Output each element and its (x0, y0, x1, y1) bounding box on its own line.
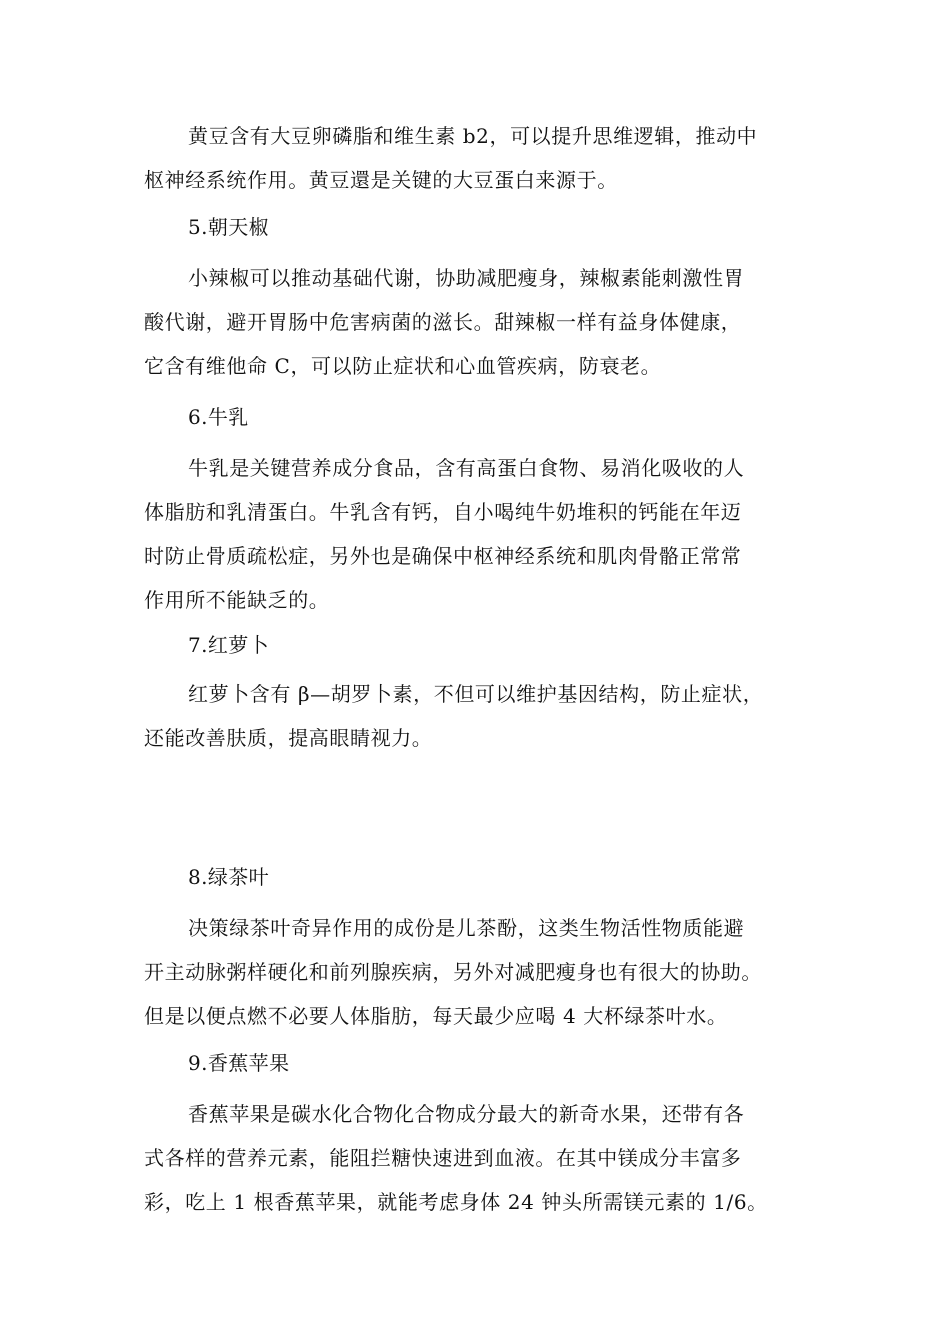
paragraph-line: 体脂肪和乳清蛋白。牛乳含有钙，自小喝纯牛奶堆积的钙能在年迈 (144, 500, 742, 524)
paragraph-line: 作用所不能缺乏的。 (144, 588, 330, 612)
paragraph-chili (144, 256, 844, 388)
paragraph-carrot (144, 672, 844, 760)
paragraph-line: 枢神经系统作用。黄豆還是关键的大豆蛋白来源于。 (144, 168, 618, 192)
section-heading: 8.绿茶叶 (188, 865, 270, 889)
section-heading: 6.牛乳 (188, 405, 249, 429)
paragraph-line: 时防止骨质疏松症，另外也是确保中枢神经系统和肌肉骨骼正常常 (144, 544, 742, 568)
paragraph-line: 小辣椒可以推动基础代谢，协助减肥瘦身，辣椒素能刺激性胃 (188, 266, 745, 290)
paragraph-line: 红萝卜含有 β—胡罗卜素，不但可以维护基因结构，防止症状， (188, 682, 764, 706)
paragraph-line: 黄豆含有大豆卵磷脂和维生素 b2，可以提升思维逻辑，推动中 (188, 124, 758, 148)
paragraph-soybean (144, 114, 844, 202)
paragraph-line: 但是以便点燃不必要人体脂肪，每天最少应喝 4 大杯绿茶叶水。 (144, 1004, 728, 1028)
paragraph-line: 它含有维他命 C，可以防止症状和心血管疾病，防衰老。 (144, 354, 662, 378)
section-heading: 7.红萝卜 (188, 633, 270, 657)
paragraph-line: 牛乳是关键营养成分食品，含有高蛋白食物、易消化吸收的人 (188, 456, 745, 480)
paragraph-line: 香蕉苹果是碳水化合物化合物成分最大的新奇水果，还带有各 (188, 1102, 745, 1126)
paragraph-line: 还能改善肤质，提高眼睛视力。 (144, 726, 433, 750)
section-heading: 9.香蕉苹果 (188, 1051, 290, 1075)
paragraph-line: 彩，吃上 1 根香蕉苹果，就能考虑身体 24 钟头所需镁元素的 1/6。 (144, 1190, 768, 1214)
paragraph-milk (144, 446, 844, 622)
section-heading: 5.朝天椒 (188, 215, 270, 239)
paragraph-line: 决策绿茶叶奇异作用的成份是儿茶酚，这类生物活性物质能避 (188, 916, 745, 940)
paragraph-line: 式各样的营养元素，能阻拦糖快速进到血液。在其中镁成分丰富多 (144, 1146, 742, 1170)
paragraph-banana (144, 1092, 844, 1224)
paragraph-green-tea (144, 906, 844, 1038)
paragraph-line: 酸代谢，避开胃肠中危害病菌的滋长。甜辣椒一样有益身体健康， (144, 310, 742, 334)
paragraph-line: 开主动脉粥样硬化和前列腺疾病，另外对减肥瘦身也有很大的协助。 (144, 960, 762, 984)
